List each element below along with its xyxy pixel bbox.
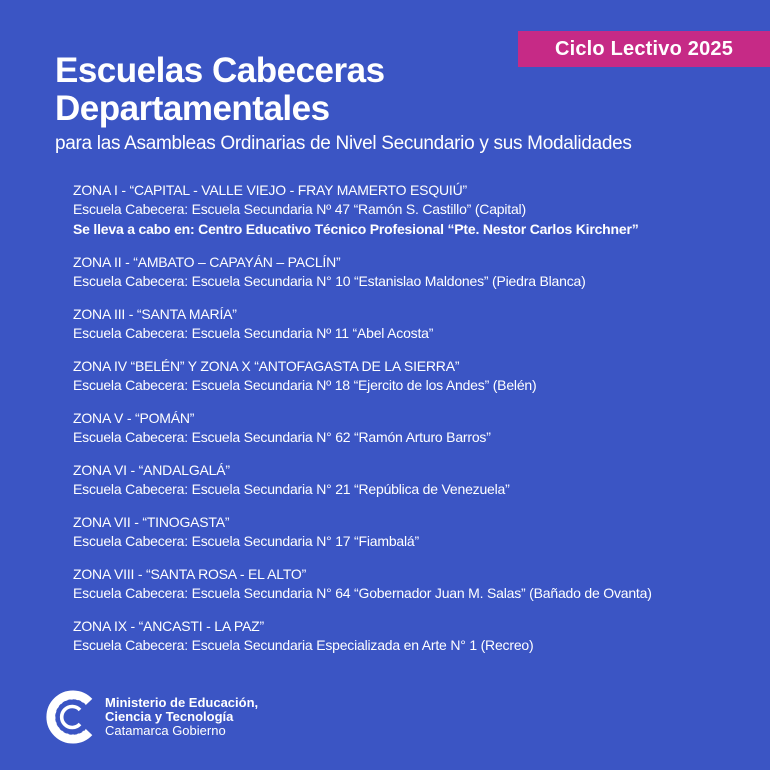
zone-school: Escuela Cabecera: Escuela Secundaria Nº 18 “Ejercito de los Andes” (Belén) — [73, 377, 537, 393]
page-subtitle: para las Asambleas Ordinarias de Nivel Secundario y sus Modalidades — [55, 133, 632, 154]
zone-name: ZONA II - “AMBATO – CAPAYÁN – PACLÍN” — [73, 254, 341, 270]
zone-school: Escuela Cabecera: Escuela Secundaria N° 64 “Gobernador Juan M. Salas” (Bañado de Ovanta) — [73, 585, 652, 601]
zone-school: Escuela Cabecera: Escuela Secundaria N° 17 “Fiambalá” — [73, 533, 419, 549]
title-line-1: Escuelas Cabeceras — [55, 51, 385, 90]
ministry-name — [105, 696, 258, 738]
zone-name: ZONA V - “POMÁN” — [73, 410, 195, 426]
catamarca-c-logo-icon — [44, 690, 98, 744]
zone-school: Escuela Cabecera: Escuela Secundaria Nº 11 “Abel Acosta” — [73, 325, 434, 341]
zone-school: Escuela Cabecera: Escuela Secundaria N° 10 “Estanislao Maldones” (Piedra Blanca) — [73, 273, 586, 289]
zone-item-1 — [73, 181, 763, 239]
zone-item-3 — [73, 305, 763, 343]
title-line-2: Departamentales — [55, 89, 330, 128]
zone-name: ZONA III - “SANTA MARÍA” — [73, 306, 237, 322]
zone-item-8 — [73, 565, 763, 603]
zone-name: ZONA VII - “TINOGASTA” — [73, 514, 230, 530]
ministry-line-1: Ministerio de Educación, — [105, 695, 259, 710]
zone-item-6 — [73, 461, 763, 499]
zone-item-7 — [73, 513, 763, 551]
zone-school: Escuela Cabecera: Escuela Secundaria Nº 47 “Ramón S. Castillo” (Capital) — [73, 201, 526, 217]
zone-item-9 — [73, 617, 763, 655]
zone-item-5 — [73, 409, 763, 447]
zone-school: Escuela Cabecera: Escuela Secundaria N° 62 “Ramón Arturo Barros” — [73, 429, 491, 445]
ministry-footer — [44, 690, 258, 744]
zone-item-2 — [73, 253, 763, 291]
zone-item-4 — [73, 357, 763, 395]
ministry-line-2: Ciencia y Tecnología — [105, 709, 234, 724]
zone-name: ZONA VI - “ANDALGALÁ” — [73, 462, 230, 478]
cycle-badge: Ciclo Lectivo 2025 — [518, 31, 770, 67]
zone-venue: Se lleva a cabo en: Centro Educativo Técnico Profesional “Pte. Nestor Carlos Kirchner” — [73, 221, 639, 237]
zone-name: ZONA VIII - “SANTA ROSA - EL ALTO” — [73, 566, 307, 582]
ministry-line-3: Catamarca Gobierno — [105, 723, 226, 738]
zone-list — [73, 181, 763, 669]
zone-school: Escuela Cabecera: Escuela Secundaria Especializada en Arte N° 1 (Recreo) — [73, 637, 534, 653]
zone-name: ZONA IV “BELÉN” Y ZONA X “ANTOFAGASTA DE LA SIERRA” — [73, 358, 460, 374]
zone-school: Escuela Cabecera: Escuela Secundaria N° 21 “República de Venezuela” — [73, 481, 510, 497]
zone-name: ZONA I - “CAPITAL - VALLE VIEJO - FRAY MAMERTO ESQUIÚ” — [73, 182, 467, 198]
zone-name: ZONA IX - “ANCASTI - LA PAZ” — [73, 618, 264, 634]
page-title — [55, 52, 385, 128]
